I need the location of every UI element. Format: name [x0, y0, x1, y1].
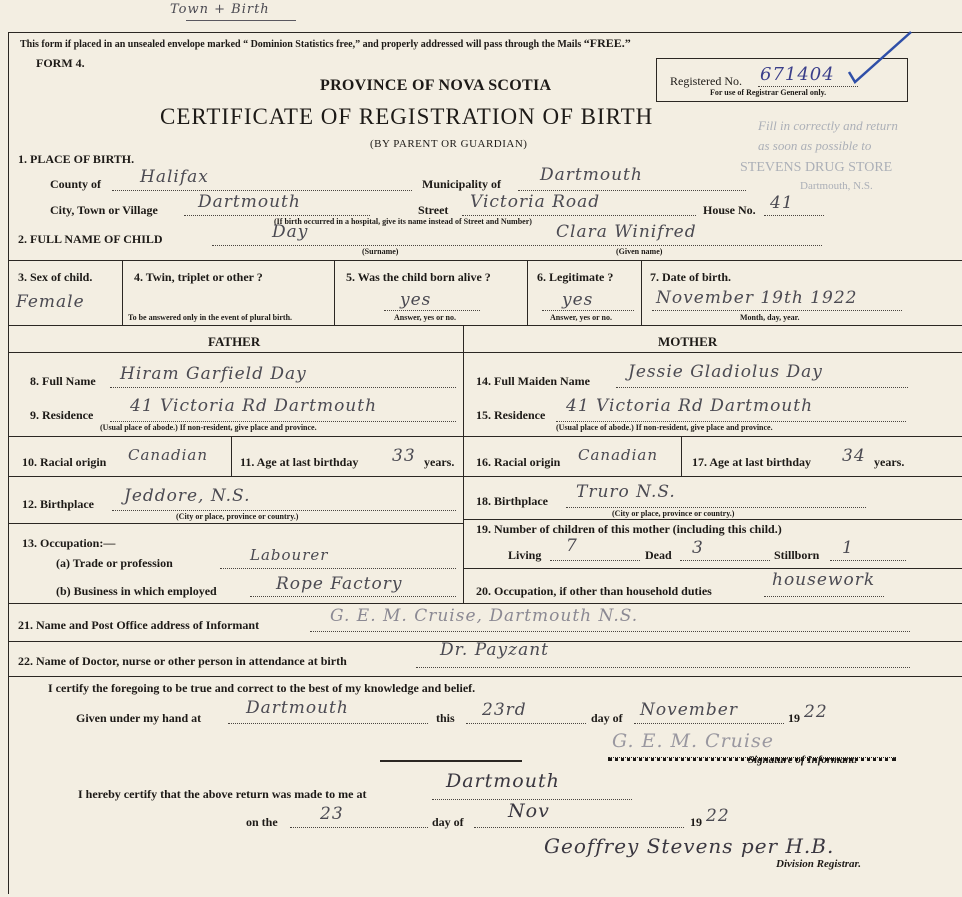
street-label: Street [418, 203, 449, 217]
municipality-value: Dartmouth [540, 165, 643, 185]
child-given-name: Clara Winifred [556, 222, 697, 242]
given-label: Given under my hand at [76, 711, 202, 725]
registered-number: 671404 [760, 64, 835, 85]
this-label: this [436, 711, 455, 725]
dob-value: November 19th 1922 [656, 288, 858, 308]
province-title: PROVINCE OF NOVA SCOTIA [320, 77, 552, 94]
city-value: Dartmouth [198, 192, 301, 212]
informant-value: G. E. M. Cruise, Dartmouth N.S. [330, 606, 639, 626]
dob-note: Month, day, year. [740, 313, 800, 322]
stamp-line3: STEVENS DRUG STORE [740, 160, 893, 175]
father-birthplace-value: Jeddore, N.S. [124, 486, 251, 506]
trade-label: (a) Trade or profession [56, 556, 173, 570]
father-name-label: 8. Full Name [30, 374, 96, 388]
living-value: 7 [566, 536, 578, 556]
registrar-signature: Geoffrey Stevens per H.B. [544, 834, 835, 858]
father-res-label: 9. Residence [30, 408, 94, 422]
occupation-label: 13. Occupation:— [22, 536, 116, 550]
mother-occupation-label: 20. Occupation, if other than household duties [476, 584, 712, 598]
alive-note: Answer, yes or no. [394, 313, 457, 322]
given-place: Dartmouth [246, 698, 349, 718]
certify-month: November [640, 700, 738, 720]
dead-label: Dead [645, 548, 672, 562]
mother-res-label: 15. Residence [476, 408, 546, 422]
given-caption: (Given name) [616, 247, 663, 256]
mother-header: MOTHER [658, 334, 718, 349]
mother-years: years. [874, 455, 905, 469]
stillborn-value: 1 [842, 538, 854, 558]
stamp-line4: Dartmouth, N.S. [800, 180, 873, 192]
twin-label: 4. Twin, triplet or other ? [134, 270, 263, 284]
children-label: 19. Number of children of this mother (including this child.) [476, 522, 782, 536]
doctor-label: 22. Name of Doctor, nurse or other person in attendance at birth [18, 654, 347, 668]
mother-name-label: 14. Full Maiden Name [476, 374, 590, 388]
mother-res-note: (Usual place of abode.) If non-resident, give place and province. [556, 423, 773, 432]
legit-label: 6. Legitimate ? [537, 270, 614, 284]
stamp-line2: as soon as possible to [758, 138, 872, 153]
father-residence: 41 Victoria Rd Dartmouth [130, 396, 378, 416]
surname-caption: (Surname) [362, 247, 399, 256]
top-note: Town + Birth [170, 2, 270, 17]
registrar-caption: Division Registrar. [776, 858, 861, 870]
registrar-day: 23 [320, 804, 344, 824]
stamp-line1: Fill in correctly and return [758, 118, 898, 133]
informant-signature: G. E. M. Cruise [612, 730, 774, 752]
mailing-note: This form if placed in an unsealed envelope marked “ Dominion Statistics free,” and properly addressed will pass through the Mails “FREE.” [20, 36, 631, 50]
house-value: 41 [770, 193, 794, 213]
stillborn-label: Stillborn [774, 548, 820, 562]
county-value: Halifax [140, 167, 209, 187]
registrar-year-prefix: 19 [690, 815, 702, 829]
registrar-year: 22 [706, 806, 730, 826]
certificate-title: CERTIFICATE OF REGISTRATION OF BIRTH [160, 104, 654, 129]
child-name-label: 2. FULL NAME OF CHILD [18, 232, 163, 246]
mother-age-value: 34 [842, 446, 866, 466]
informant-label: 21. Name and Post Office address of Informant [18, 618, 260, 632]
street-value: Victoria Road [470, 192, 601, 212]
on-label: on the [246, 815, 278, 829]
signature-caption: Signature of Informant. [748, 754, 858, 766]
mother-bp-note: (City or place, province or country.) [612, 509, 735, 518]
father-racial-label: 10. Racial origin [22, 455, 107, 469]
municipality-label: Municipality of [422, 177, 502, 191]
twin-note: To be answered only in the event of plural birth. [128, 313, 293, 322]
mother-birthplace-label: 18. Birthplace [476, 494, 548, 508]
father-age-value: 33 [392, 446, 416, 466]
trade-value: Labourer [250, 546, 329, 564]
business-value: Rope Factory [276, 574, 403, 594]
registered-label: Registered No. [670, 74, 742, 88]
hospital-note: (If birth occurred in a hospital, give its name instead of Street and Number) [274, 217, 532, 226]
mother-name-value: Jessie Gladiolus Day [628, 362, 823, 382]
dead-value: 3 [692, 538, 704, 558]
certify-year: 22 [804, 702, 828, 722]
father-res-note: (Usual place of abode.) If non-resident, give place and province. [100, 423, 317, 432]
certify-dayof-label: day of [591, 711, 623, 725]
certify-text: I certify the foregoing to be true and correct to the best of my knowledge and belief. [48, 681, 476, 695]
mother-occupation-value: housework [772, 570, 876, 590]
business-label: (b) Business in which employed [56, 584, 217, 598]
house-label: House No. [703, 203, 756, 217]
certify-year-prefix: 19 [788, 711, 800, 725]
father-birthplace-label: 12. Birthplace [22, 497, 94, 511]
dob-label: 7. Date of birth. [650, 270, 731, 284]
registrar-text: I hereby certify that the above return was made to me at [78, 787, 367, 801]
mother-birthplace-value: Truro N.S. [576, 482, 676, 502]
legit-value: yes [562, 290, 594, 310]
mother-age-label: 17. Age at last birthday [692, 455, 812, 469]
alive-label: 5. Was the child born alive ? [346, 270, 491, 284]
checkmark-icon [845, 28, 915, 88]
county-label: County of [50, 177, 102, 191]
legit-note: Answer, yes or no. [550, 313, 613, 322]
place-heading: 1. PLACE OF BIRTH. [18, 152, 135, 166]
certificate-subtitle: (BY PARENT OR GUARDIAN) [370, 138, 528, 150]
sex-value: Female [16, 292, 85, 312]
father-name-value: Hiram Garfield Day [120, 364, 307, 384]
registrar-dayof-label: day of [432, 815, 464, 829]
alive-value: yes [400, 290, 432, 310]
registrar-use-note: For use of Registrar General only. [710, 88, 827, 97]
father-age-label: 11. Age at last birthday [240, 455, 359, 469]
father-bp-note: (City or place, province or country.) [176, 512, 299, 521]
sex-label: 3. Sex of child. [18, 270, 93, 284]
father-years: years. [424, 455, 455, 469]
registrar-place: Dartmouth [446, 770, 560, 792]
registrar-month: Nov [508, 800, 550, 822]
certify-day: 23rd [482, 700, 527, 720]
mother-racial-value: Canadian [578, 446, 659, 464]
child-surname: Day [272, 222, 309, 242]
living-label: Living [508, 548, 542, 562]
mother-racial-label: 16. Racial origin [476, 455, 561, 469]
doctor-value: Dr. Payzant [440, 640, 549, 660]
father-header: FATHER [208, 334, 261, 349]
father-racial-value: Canadian [128, 446, 209, 464]
mother-residence: 41 Victoria Rd Dartmouth [566, 396, 814, 416]
city-label: City, Town or Village [50, 203, 158, 217]
form-number: FORM 4. [36, 56, 85, 70]
